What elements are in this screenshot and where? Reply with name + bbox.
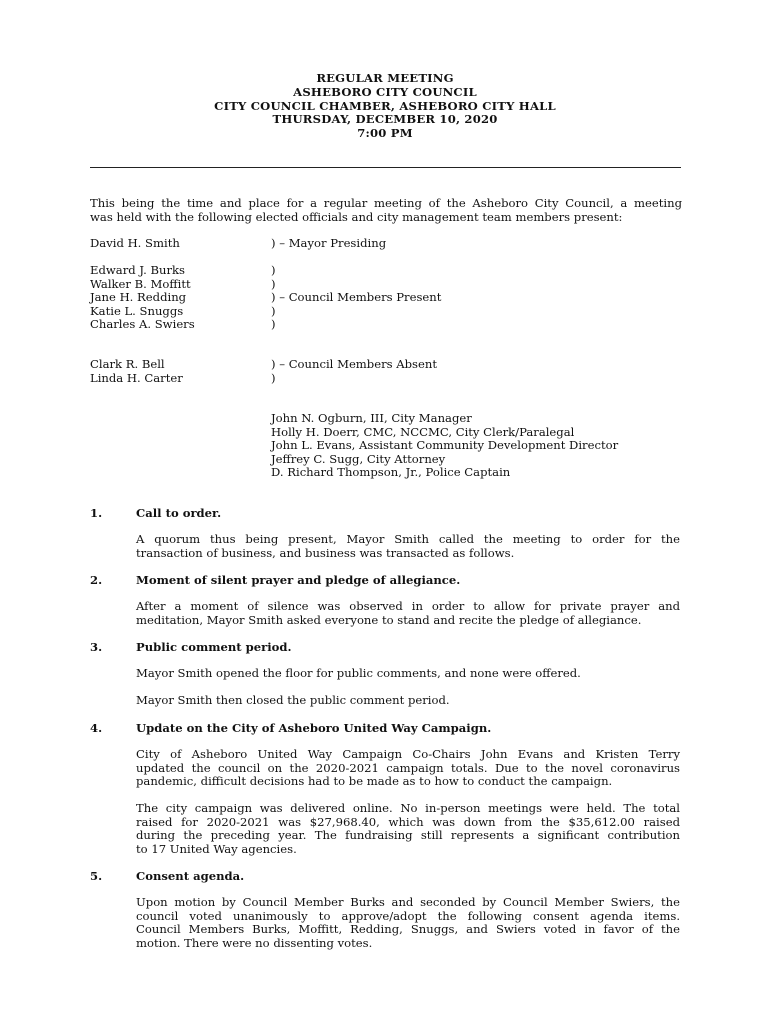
council-member-name: Walker B. Moffitt: [90, 276, 191, 291]
paragraph-line: during the preceding year. The fundraising still represents a significant contribution: [136, 828, 680, 843]
header-date: THURSDAY, DECEMBER 10, 2020: [272, 112, 498, 127]
absent-brackets-column: [271, 358, 437, 385]
paragraph-line: Mayor Smith opened the floor for public comments, and none were offered.: [136, 666, 581, 680]
header-time: 7:00 PM: [357, 126, 413, 141]
council-member-name: Katie L. Snuggs: [90, 303, 184, 318]
bracket-mark: ): [271, 317, 276, 332]
paragraph-line: transaction of business, and business was transacted as follows.: [136, 545, 515, 560]
bracket-mark: ): [271, 263, 276, 277]
section-number: 1.: [90, 506, 103, 520]
paragraph-line: Upon motion by Council Member Burks and seconded by Council Member Swiers, the: [136, 895, 680, 909]
section-title: Update on the City of Asheboro United Way Campaign.: [136, 721, 492, 735]
council-member-name: Clark R. Bell: [90, 357, 165, 371]
staff-member: John L. Evans, Assistant Community Development Director: [271, 438, 619, 453]
paragraph-line: to 17 United Way agencies.: [136, 841, 297, 856]
intro-line: was held with the following elected officials and city management team members present:: [90, 209, 623, 224]
section-number: 3.: [90, 640, 103, 654]
staff-member: Holly H. Doerr, CMC, NCCMC, City Clerk/Paralegal: [271, 424, 575, 439]
paragraph-line: motion. There were no dissenting votes.: [136, 935, 373, 950]
present-label: ) – Council Members Present: [271, 290, 442, 305]
mayor-name-column: [90, 237, 180, 251]
section-number: 2.: [90, 573, 103, 587]
staff-member: Jeffrey C. Sugg, City Attorney: [271, 451, 446, 466]
paragraph-line: Mayor Smith then closed the public comment period.: [136, 693, 450, 707]
paragraph-line: Council Members Burks, Moffitt, Redding, Snuggs, and Swiers voted in favor of the: [136, 922, 680, 937]
section-title: Moment of silent prayer and pledge of allegiance.: [136, 573, 461, 587]
council-member-name: Jane H. Redding: [90, 290, 187, 305]
mayor-role-column: [271, 237, 386, 251]
section-paragraph: [136, 694, 680, 708]
bracket-mark: ): [271, 276, 276, 291]
absent-names-column: [90, 358, 183, 385]
council-member-name: Charles A. Swiers: [90, 317, 195, 332]
section-paragraph: [136, 748, 680, 789]
header-meeting-type: REGULAR MEETING: [316, 71, 454, 85]
section-number: 4.: [90, 721, 103, 735]
mayor-role: ) – Mayor Presiding: [271, 236, 387, 250]
mayor-name: David H. Smith: [90, 236, 180, 250]
bracket-mark: ): [271, 370, 276, 385]
section-paragraph: [136, 667, 680, 681]
section-paragraph: [136, 802, 680, 856]
section-paragraph: [136, 600, 680, 627]
absent-label: ) – Council Members Absent: [271, 357, 437, 371]
paragraph-line: A quorum thus being present, Mayor Smith called the meeting to order for the: [136, 532, 680, 546]
council-member-name: Linda H. Carter: [90, 370, 183, 385]
present-names-column: [90, 264, 195, 332]
council-member-name: Edward J. Burks: [90, 263, 185, 277]
paragraph-line: The city campaign was delivered online. No in-person meetings were held. The total: [136, 801, 680, 815]
section-title: Consent agenda.: [136, 869, 245, 883]
section-paragraph: [136, 896, 680, 950]
staff-member: John N. Ogburn, III, City Manager: [271, 411, 472, 425]
section-number: 5.: [90, 869, 103, 883]
intro-line: This being the time and place for a regular meeting of the Asheboro City Council, a meeting: [90, 196, 682, 210]
paragraph-line: pandemic, difficult decisions had to be made as to how to conduct the campaign.: [136, 774, 613, 789]
section-title: Call to order.: [136, 506, 222, 520]
paragraph-line: raised for 2020-2021 was $27,968.40, which was down from the $35,612.00 raised: [136, 814, 680, 829]
header-location: CITY COUNCIL CHAMBER, ASHEBORO CITY HALL: [214, 98, 556, 113]
paragraph-line: meditation, Mayor Smith asked everyone to stand and recite the pledge of allegiance.: [136, 612, 642, 627]
paragraph-line: council voted unanimously to approve/adopt the following consent agenda items.: [136, 908, 680, 923]
staff-list: [271, 412, 618, 480]
staff-member: D. Richard Thompson, Jr., Police Captain: [271, 465, 511, 480]
paragraph-line: After a moment of silence was observed in order to allow for private prayer and: [136, 599, 680, 613]
intro-paragraph: [90, 197, 682, 224]
section-paragraph: [136, 533, 680, 560]
header-divider: [90, 167, 681, 168]
present-brackets-column: [271, 264, 441, 332]
document-header: [0, 72, 770, 141]
header-council-name: ASHEBORO CITY COUNCIL: [293, 84, 477, 99]
paragraph-line: updated the council on the 2020-2021 campaign totals. Due to the novel coronavirus: [136, 760, 680, 775]
section-title: Public comment period.: [136, 640, 292, 654]
paragraph-line: City of Asheboro United Way Campaign Co-Chairs John Evans and Kristen Terry: [136, 747, 680, 761]
bracket-mark: ): [271, 303, 276, 318]
